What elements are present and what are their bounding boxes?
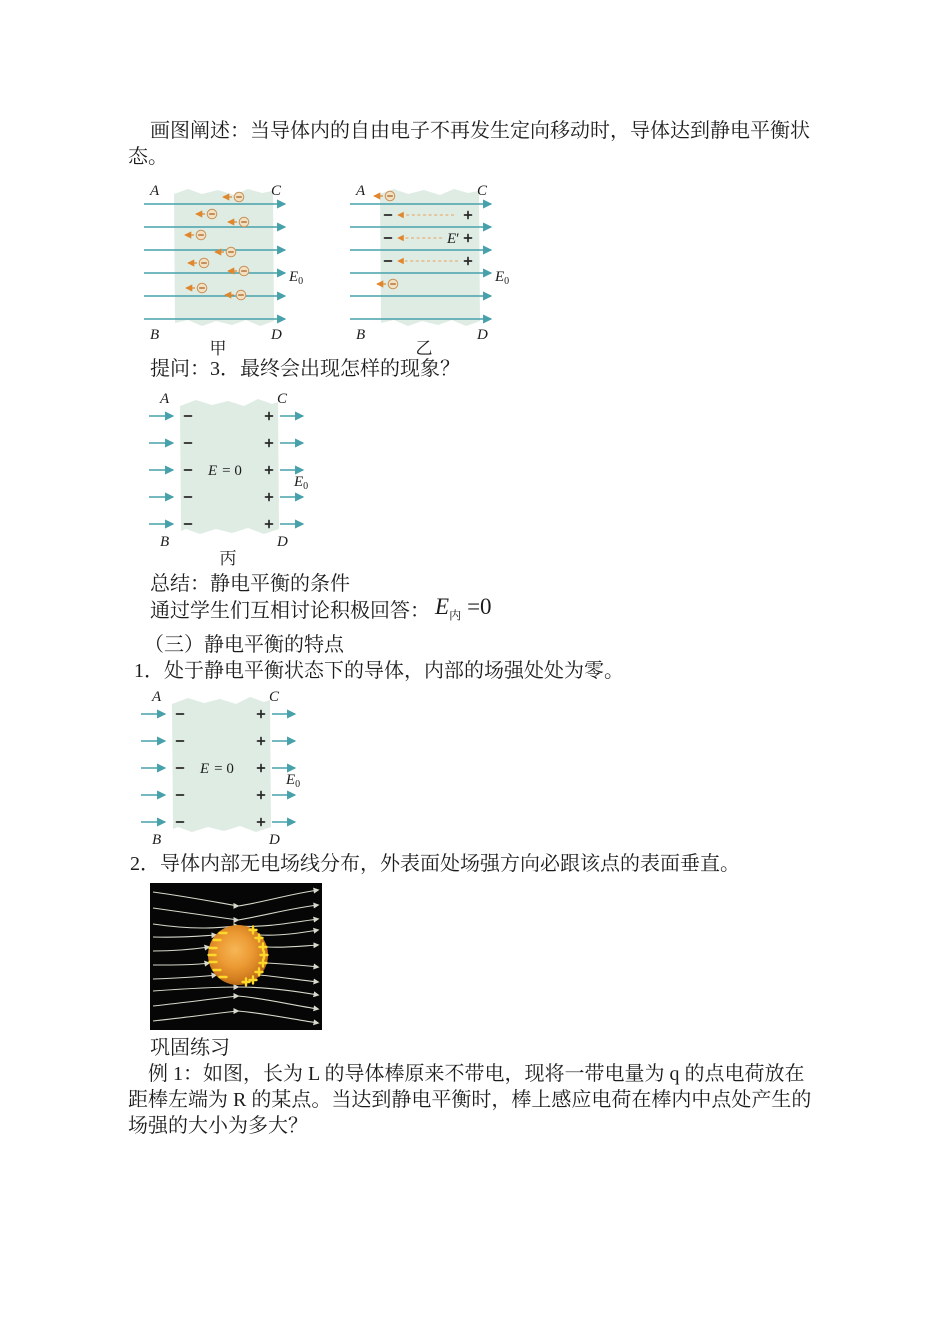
discussion-paragraph bbox=[128, 594, 824, 632]
figure-caption-jia: 甲 bbox=[209, 339, 227, 356]
corner-label-a: A bbox=[356, 183, 366, 199]
corner-label-a: A bbox=[152, 688, 162, 705]
corner-label-a: A bbox=[150, 183, 160, 199]
conductor-body bbox=[380, 189, 480, 326]
external-field-label: E0 bbox=[294, 474, 309, 492]
feature1-paragraph: 1．处于静电平衡状态下的导体，内部的场强处处为零。 bbox=[134, 659, 624, 682]
practice-heading: 巩固练习 bbox=[150, 1036, 230, 1059]
figure-caption-bing: 丙 bbox=[219, 549, 237, 566]
figure-sphere-field-lines bbox=[150, 883, 322, 1030]
corner-label-d: D bbox=[271, 327, 282, 343]
figure-yi-induced-charges bbox=[348, 180, 516, 356]
figure-block-bing bbox=[146, 390, 824, 571]
corner-label-c: C bbox=[269, 688, 280, 705]
zero-field-label: E = 0 bbox=[200, 760, 234, 777]
corner-label-c: C bbox=[271, 183, 282, 199]
figure-block-equilibrium bbox=[138, 688, 824, 851]
figure-bing-equilibrium bbox=[146, 390, 324, 566]
example1-paragraph: 例 1：如图，长为 L 的导体棒原来不带电，现将一带电量为 q 的点电荷放在距棒左端为 R 的某点。当达到静电平衡时，棒上感应电荷在棒内中点处产生的场强的大小为多大？ bbox=[128, 1062, 812, 1137]
figure-row-jia-yi bbox=[142, 180, 824, 356]
corner-label-c: C bbox=[477, 183, 488, 199]
formula-e-internal-zero: $E_内 =0$ bbox=[435, 594, 492, 623]
figure-equilibrium-zero-field bbox=[138, 688, 316, 846]
section3-heading: （三）静电平衡的特点 bbox=[144, 633, 344, 656]
figure-caption-yi: 乙 bbox=[415, 339, 433, 356]
corner-label-b: B bbox=[160, 534, 170, 550]
external-field-label: E0 bbox=[495, 269, 510, 287]
induced-field-label: E′ bbox=[447, 231, 460, 247]
corner-label-d: D bbox=[269, 831, 280, 846]
corner-label-d: D bbox=[477, 327, 488, 343]
corner-label-b: B bbox=[356, 327, 366, 343]
conductor-body bbox=[174, 189, 274, 326]
corner-label-b: B bbox=[150, 327, 160, 343]
external-field-label: E0 bbox=[289, 269, 304, 287]
zero-field-label: E = 0 bbox=[208, 463, 242, 479]
feature2-paragraph: 2．导体内部无电场线分布，外表面处场强方向必跟该点的表面垂直。 bbox=[130, 852, 740, 875]
intro-paragraph: 画图阐述：当导体内的自由电子不再发生定向移动时，导体达到静电平衡状态。 bbox=[128, 120, 810, 168]
corner-label-d: D bbox=[277, 534, 288, 550]
figure-jia-conductor-in-field bbox=[142, 180, 310, 356]
summary-paragraph: 总结：静电平衡的条件 bbox=[150, 573, 350, 595]
external-field-label: E0 bbox=[286, 771, 301, 790]
corner-label-b: B bbox=[152, 831, 162, 846]
question-paragraph: 提问：3．最终会出现怎样的现象？ bbox=[150, 358, 460, 380]
discussion-text: 通过学生们互相讨论积极回答： bbox=[150, 600, 430, 622]
sphere-figure-block bbox=[150, 883, 824, 1035]
corner-label-a: A bbox=[160, 391, 170, 407]
corner-label-c: C bbox=[277, 391, 288, 407]
